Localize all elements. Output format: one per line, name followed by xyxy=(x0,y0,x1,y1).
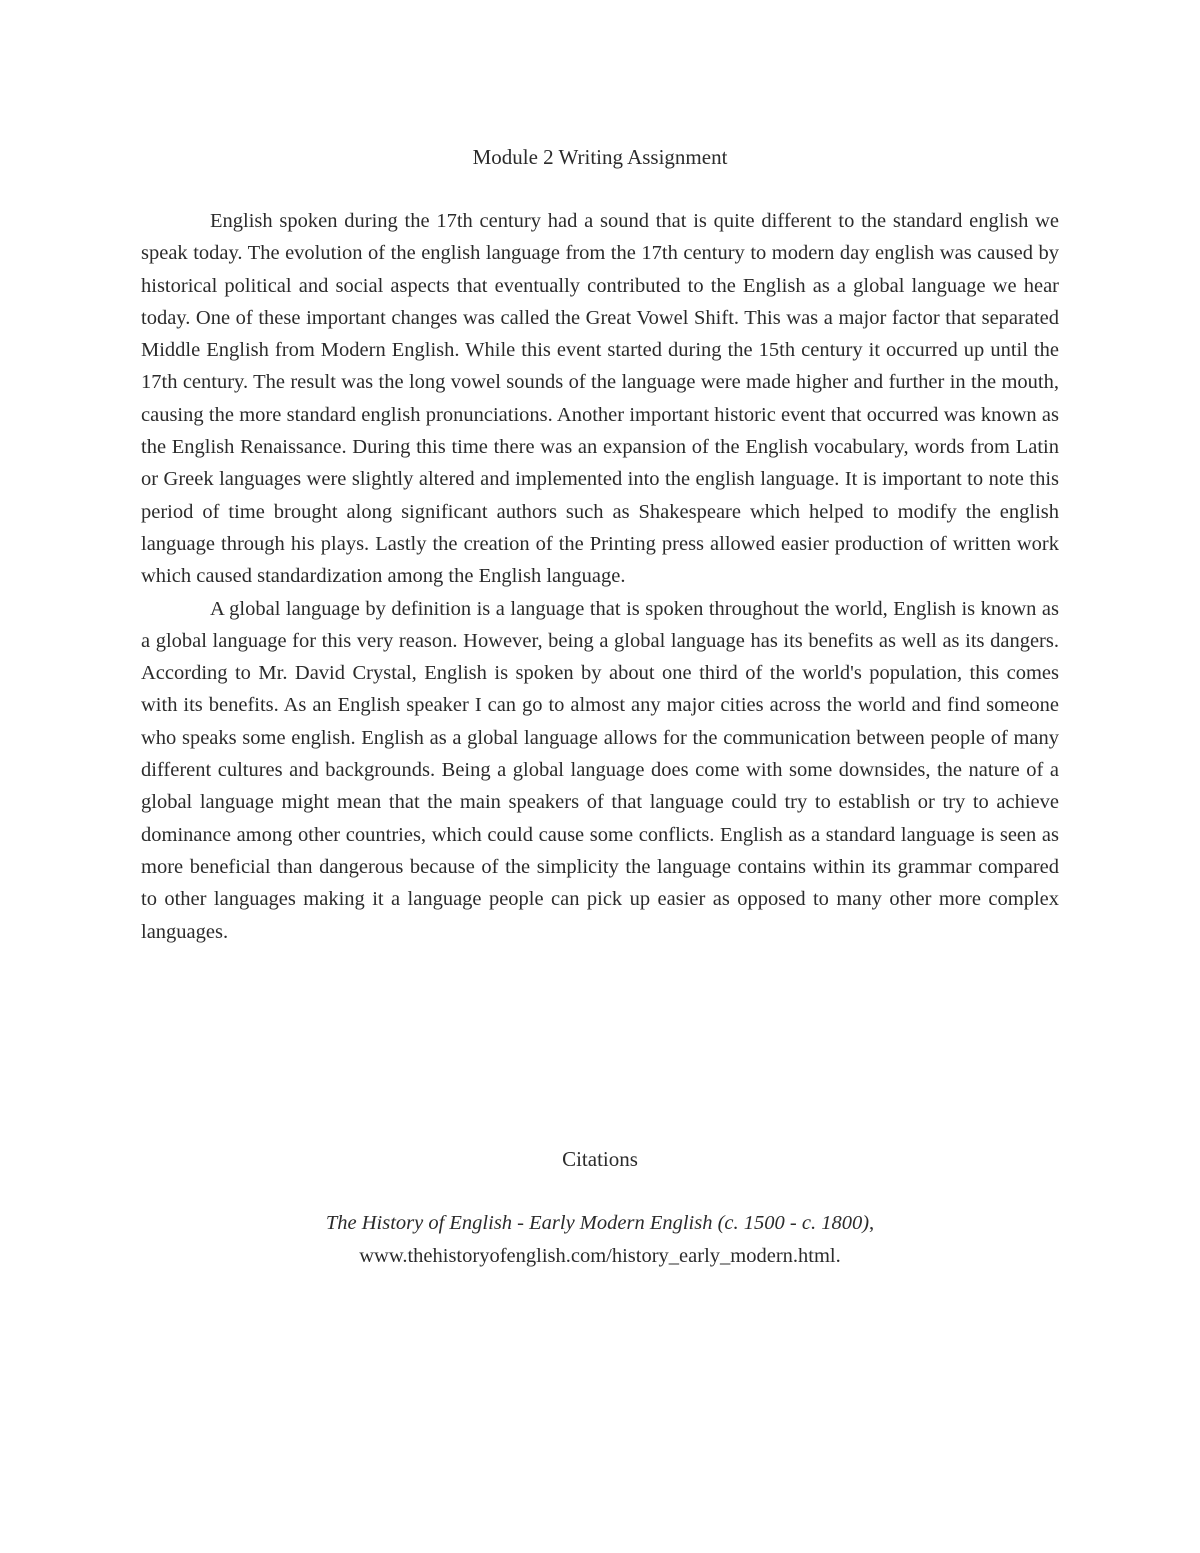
essay-body xyxy=(141,205,1059,948)
citation-entry xyxy=(0,1207,1200,1273)
citation-title: The History of English - Early Modern English (c. 1500 - c. 1800) xyxy=(325,1212,870,1234)
citation-url: www.thehistoryofenglish.com/history_early_modern.html. xyxy=(359,1245,841,1267)
citation-separator: , xyxy=(869,1212,875,1234)
document-title: Module 2 Writing Assignment xyxy=(472,145,728,169)
essay-paragraph-2: A global language by definition is a language that is spoken throughout the world, English is known as a global language for this very reason. However, being a global language has its benefits as well as its dangers. According to Mr. David Crystal, English is spoken by about one third of the world's population, this comes with its benefits. As an English speaker I can go to almost any major cities across the world and find someone who speaks some english. English as a global language allows for the communication between people of many different cultures and backgrounds. Being a global language does come with some downsides, the nature of a global language might mean that the main speakers of that language could try to establish or try to achieve dominance among other countries, which could cause some conflicts. English as a standard language is seen as more beneficial than dangerous because of the simplicity the language contains within its grammar compared to other languages making it a language people can pick up easier as opposed to many other more complex languages. xyxy=(141,597,1059,943)
essay-paragraph-1: English spoken during the 17th century had a sound that is quite different to the standard english we speak today. The evolution of the english language from the 17th century to modern day english was caused by historical political and social aspects that eventually contributed to the English as a global language we hear today. One of these important changes was called the Great Vowel Shift. This was a major factor that separated Middle English from Modern English. While this event started during the 15th century it occurred up until the 17th century. The result was the long vowel sounds of the language were made higher and further in the mouth, causing the more standard english pronunciations. Another important historic event that occurred was known as the English Renaissance. During this time there was an expansion of the English vocabulary, words from Latin or Greek languages were slightly altered and implemented into the english language. It is important to note this period of time brought along significant authors such as Shakespeare which helped to modify the english language through his plays. Lastly the creation of the Printing press allowed easier production of written work which caused standardization among the English language. xyxy=(141,210,1059,588)
citations-heading: Citations xyxy=(562,1147,638,1171)
